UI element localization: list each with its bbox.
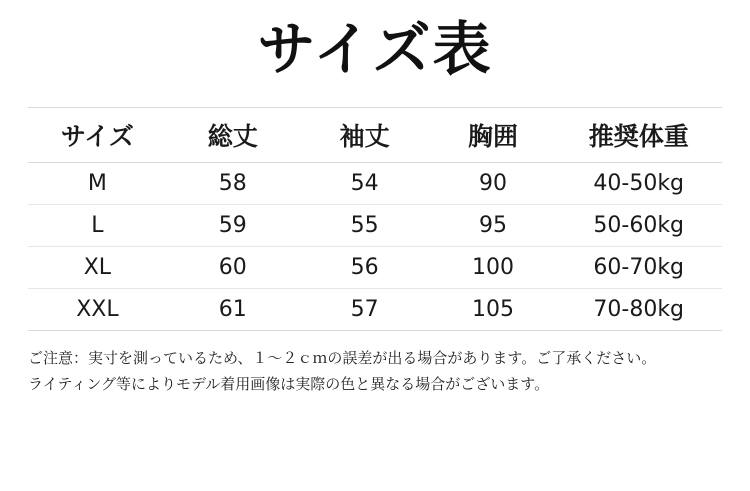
cell-sleeve-length: 54: [299, 162, 431, 204]
note-color-difference: ライティング等によりモデル着用画像は実際の色と異なる場合がございます。: [28, 374, 550, 393]
size-table-container: [28, 107, 722, 331]
table-row: [28, 204, 722, 246]
column-header-recommended-weight: 推奨体重: [555, 107, 722, 162]
table-row: [28, 288, 722, 330]
table-row: [28, 246, 722, 288]
cell-total-length: 60: [167, 246, 299, 288]
table-body: [28, 162, 722, 330]
cell-size: XL: [28, 246, 167, 288]
cell-size: M: [28, 162, 167, 204]
column-header-sleeve-length: 袖丈: [299, 107, 431, 162]
cell-total-length: 61: [167, 288, 299, 330]
cell-recommended-weight: 70-80kg: [555, 288, 722, 330]
column-header-size: サイズ: [28, 107, 167, 162]
table-header: [28, 107, 722, 162]
page-title: サイズ表: [257, 15, 493, 83]
cell-sleeve-length: 57: [299, 288, 431, 330]
cell-bust: 105: [431, 288, 556, 330]
table-header-row: [28, 107, 722, 162]
cell-size: XXL: [28, 288, 167, 330]
cell-recommended-weight: 40-50kg: [555, 162, 722, 204]
cell-sleeve-length: 55: [299, 204, 431, 246]
cell-size: L: [28, 204, 167, 246]
size-table: [28, 107, 722, 331]
cell-bust: 100: [431, 246, 556, 288]
cell-recommended-weight: 50-60kg: [555, 204, 722, 246]
cell-bust: 90: [431, 162, 556, 204]
column-header-total-length: 総丈: [167, 107, 299, 162]
cell-bust: 95: [431, 204, 556, 246]
column-header-bust: 胸囲: [431, 107, 556, 162]
notes-section: [28, 345, 722, 398]
cell-recommended-weight: 60-70kg: [555, 246, 722, 288]
table-row: [28, 162, 722, 204]
cell-total-length: 58: [167, 162, 299, 204]
note-measurement-tolerance: ご注意：実寸を測っているため、１～２ｃｍの誤差が出る場合があります。ご了承ください。: [28, 348, 657, 367]
cell-sleeve-length: 56: [299, 246, 431, 288]
cell-total-length: 59: [167, 204, 299, 246]
